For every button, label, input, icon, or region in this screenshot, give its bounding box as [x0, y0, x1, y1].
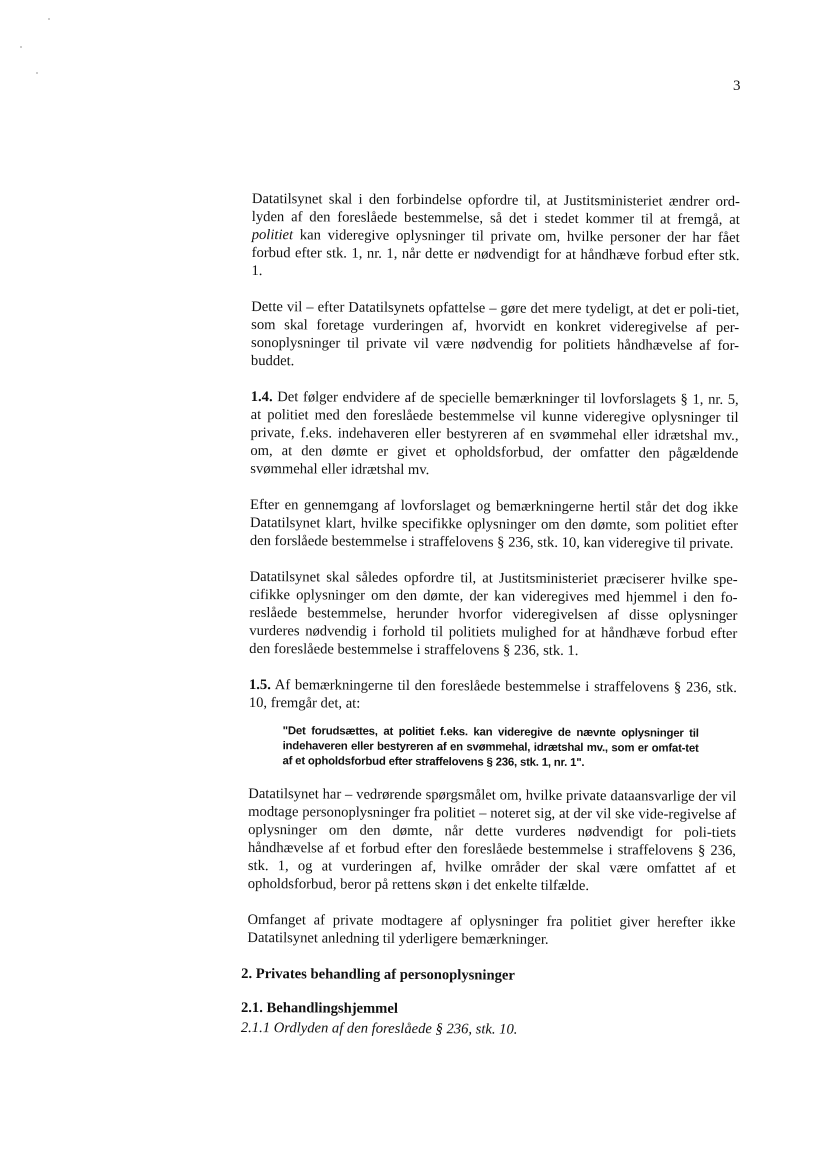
document-body	[240, 190, 740, 1040]
paragraph-clarity: Dette vil – efter Datatilsynets opfattelse – gøre det mere tydeligt, at det er poli-tiet, som skal foretage vurderingen af, hvorvidt en konkret videregivelse af per-sonoplysninger til private vil være nødvendig for politiets håndhævelse af for-buddet.	[250, 298, 740, 370]
scan-speck	[36, 72, 38, 74]
subsubsection-heading: 2.1.1 Ordlyden af den foreslåede § 236, stk. 10.	[240, 1019, 518, 1038]
paragraph-recipients: Datatilsynet har – vedrørende spørgsmålet om, hvilke private dataansvarlige der vil modtage personoplysninger fra politiet – noteret sig, at der vil ske vide-regivelse af oplysninger om den dømte, når dette vurderes nødvendigt for poli-tiets håndhævelse af et forbud efter den foreslåede bestemmelse i straffelovens § 236, stk. 1, og at vurderingen af, hvilke områder der skal være omfattet af et opholdsforbud, beror på rettens skøn i det enkelte tilfælde.	[247, 785, 737, 895]
scan-speck	[20, 46, 22, 48]
scan-speck	[48, 18, 50, 20]
paragraph-1-4: 1.4. Det følger endvidere af de specielle bemærkninger til lovforslagets § 1, nr. 5, at politiet med den foreslåede bestemmelse vil kunne videregive oplysninger til private, f.eks. indehaveren eller bestyreren af en svømmehal eller idrætshal mv., om, at den dømte er givet et opholdsforbud, der omfatter den pågældende svømmehal eller idrætshal mv.	[250, 388, 739, 479]
block-quote: "Det forudsættes, at politiet f.eks. kan videregive de nævnte oplysninger til indehaveren eller bestyreren af en svømmehal, idrætshal mv., som er omfat-tet af et opholdsforbud efter straffelovens § 236, stk. 1, nr. 1".	[282, 725, 699, 770]
subsection-heading: 2.1. Behandlingshjemmel	[240, 999, 398, 1017]
paragraph-specify: Datatilsynet skal således opfordre til, at Justitsministeriet præciserer hvilke spe-cifikke oplysninger om den dømte, der kan videregives med hjemmel i den fo-reslåede bestemmelse, herunder hvorfor videregivelsen af disse oplysninger vurderes nødvendig i forhold til politiets mulighed for at håndhæve forbud efter den foreslåede bestemmelse i straffelovens § 236, stk. 1.	[249, 568, 738, 660]
paragraph-conclusion: Omfanget af private modtagere af oplysninger fra politiet giver herefter ikke Datatilsynet anledning til yderligere bemærkninger.	[247, 911, 736, 948]
paragraph-review: Efter en gennemgang af lovforslaget og bemærkningerne hertil står det dog ikke Datatilsynet klart, hvilke specifikke oplysninger om den dømte, som politiet efter den forslåede bestemmelse i straffelovens § 236, stk. 10, kan videregive til private.	[249, 496, 739, 552]
paragraph-1-5: 1.5. Af bemærkningerne til den foreslåede bestemmelse i straffelovens § 236, stk. 10, fremgår det, at:	[248, 676, 738, 712]
page-number: 3	[733, 78, 741, 94]
paragraph-number: 1.5.	[248, 676, 271, 694]
paragraph-number: 1.4.	[250, 388, 273, 406]
section-heading: 2. Privates behandling af personoplysninger	[241, 965, 515, 984]
paragraph-recommend-wording: Datatilsynet skal i den forbindelse opfordre til, at Justitsministeriet ændrer ord-lyden af den foreslåede bestemmelse, så det i stedet kommer til at fremgå, at politiet kan videregive oplysninger til private om, hvilke personer der har fået forbud efter stk. 1, nr. 1, når dette er nødvendigt for at håndhæve forbud efter stk. 1.	[251, 190, 740, 280]
